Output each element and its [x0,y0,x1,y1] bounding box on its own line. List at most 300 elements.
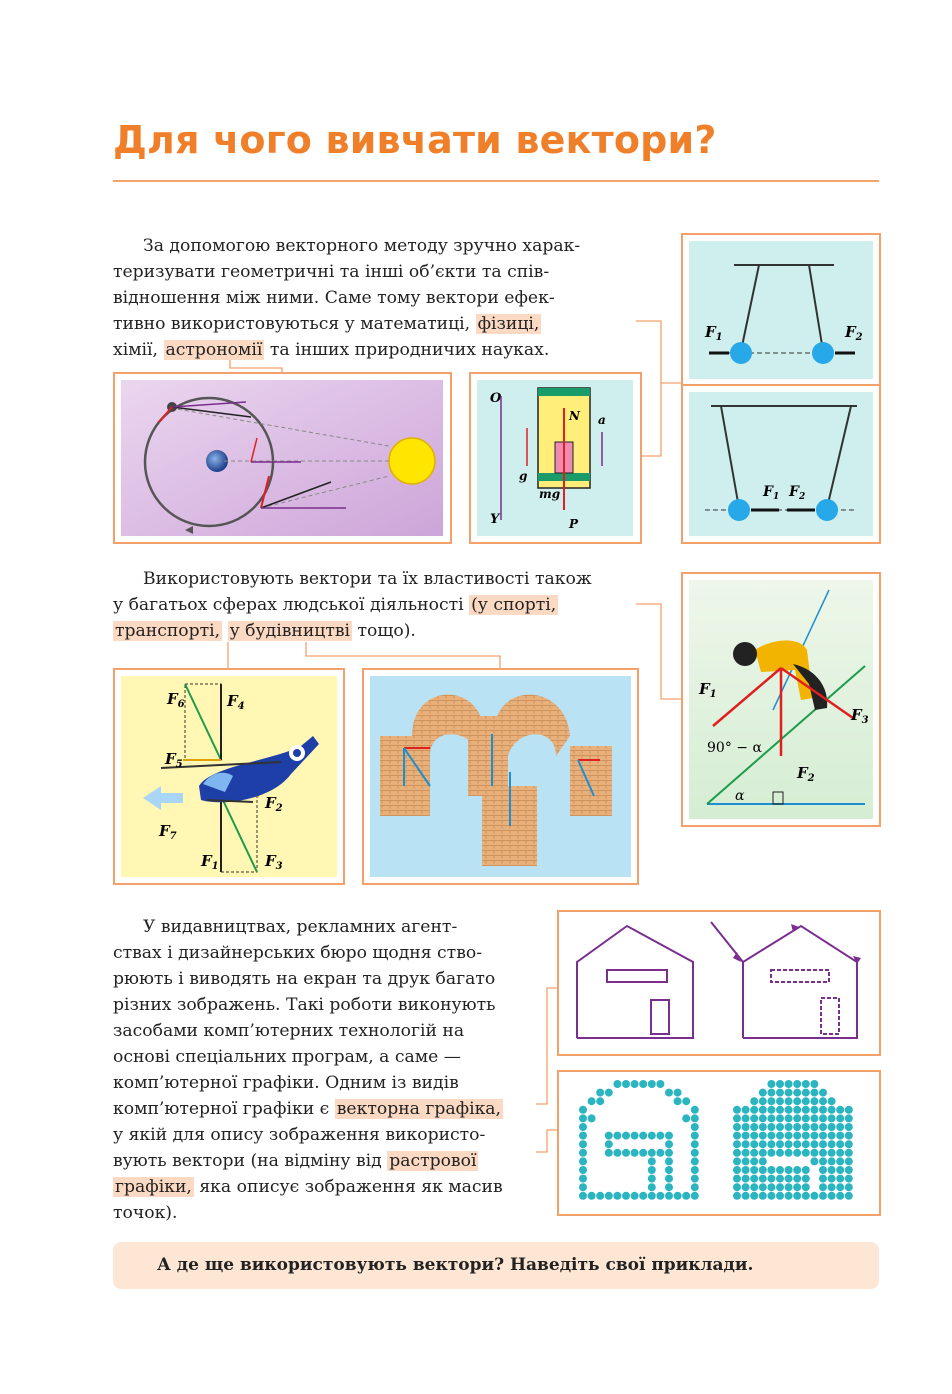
text-line: ствах і дизайнерських бюро щодня ство- [113,943,483,963]
raster-dot [665,1140,673,1148]
raster-dot [828,1166,836,1174]
text-line [113,1148,531,1174]
raster-dot [793,1114,801,1122]
raster-dot [836,1192,844,1200]
raster-dot [759,1192,767,1200]
raster-dot [588,1114,596,1122]
raster-dot [810,1192,818,1200]
raster-dot [836,1114,844,1122]
raster-dot [733,1175,741,1183]
text-line: теризувати геометричні та інші об’єкти та спів- [113,262,550,282]
raster-dot [836,1166,844,1174]
label-angle: 90° − α [707,740,762,756]
raster-dot [665,1183,673,1191]
raster-dot [810,1089,818,1097]
raster-dot [733,1123,741,1131]
label-f6: $F_6$ [167,690,185,710]
raster-dot [691,1183,699,1191]
raster-dot [810,1097,818,1105]
raster-dot [819,1175,827,1183]
raster-dot [828,1132,836,1140]
raster-dot [742,1183,750,1191]
raster-dot [785,1166,793,1174]
graphics-paragraph [113,914,531,1226]
raster-dot [742,1106,750,1114]
raster-dot [579,1140,587,1148]
raster-dot [785,1080,793,1088]
raster-dot [750,1175,758,1183]
raster-dot [622,1149,630,1157]
raster-dot [691,1123,699,1131]
text-fragment: тощо). [357,621,416,641]
highlight-transport: транспорті, [115,621,221,641]
raster-dot [785,1149,793,1157]
raster-dot [665,1175,673,1183]
raster-dot [691,1140,699,1148]
raster-dot [845,1183,853,1191]
skier-forces-figure [681,572,881,827]
pendulum-repel-figure [681,233,881,387]
label-f1: $F_1$ [201,852,219,872]
raster-dot [767,1089,775,1097]
label-f2: $F_2$ [845,323,863,343]
raster-dot [750,1123,758,1131]
raster-dot [836,1149,844,1157]
raster-dot [665,1192,673,1200]
raster-dot [785,1183,793,1191]
raster-dot [793,1106,801,1114]
raster-dot [733,1166,741,1174]
raster-dot [776,1080,784,1088]
raster-dot [802,1106,810,1114]
label-f3: $F_3$ [851,706,869,726]
raster-dot [785,1132,793,1140]
text-line: У видавництвах, рекламних агент- [143,917,458,937]
raster-dot [691,1106,699,1114]
raster-dot [776,1166,784,1174]
raster-dot [750,1132,758,1140]
text-line: точок). [113,1203,178,1223]
raster-dot [810,1123,818,1131]
raster-dot [776,1097,784,1105]
raster-dot [819,1149,827,1157]
raster-dot [793,1192,801,1200]
raster-dot [750,1106,758,1114]
text-fragment: комп’ютерної графіки є [113,1099,330,1119]
raster-dot [802,1089,810,1097]
raster-dot [836,1140,844,1148]
raster-dot [648,1132,656,1140]
raster-dot [819,1123,827,1131]
raster-dot [665,1166,673,1174]
raster-dot [631,1132,639,1140]
raster-dot [767,1080,775,1088]
raster-dot [802,1192,810,1200]
highlight-vector-graphics: векторна графіка, [336,1099,502,1119]
raster-dot [605,1140,613,1148]
raster-dot [793,1140,801,1148]
label-f2: $F_2$ [789,484,806,502]
raster-dot [836,1106,844,1114]
raster-dot [750,1140,758,1148]
text-line: Використовують вектори та їх властивості також [143,569,592,589]
highlight-raster-graphics: графіки, [115,1177,192,1197]
raster-dot [733,1132,741,1140]
raster-dot [767,1132,775,1140]
raster-dot [759,1149,767,1157]
raster-dot [828,1140,836,1148]
label-f1: $F_1$ [705,323,723,343]
label-y: Y [490,512,500,527]
raster-dot [810,1106,818,1114]
raster-dot [759,1097,767,1105]
raster-dot [631,1080,639,1088]
raster-dot [579,1157,587,1165]
label-f3: $F_3$ [265,852,283,872]
raster-dot [767,1106,775,1114]
raster-dot [785,1123,793,1131]
raster-dot [759,1106,767,1114]
raster-dot [579,1114,587,1122]
raster-dot [802,1166,810,1174]
raster-dot [776,1106,784,1114]
raster-dot [613,1080,621,1088]
raster-dot [810,1132,818,1140]
label-p: P [569,517,579,531]
raster-dot [605,1132,613,1140]
raster-dot [828,1106,836,1114]
raster-dot [767,1114,775,1122]
raster-dot [742,1114,750,1122]
raster-dot [828,1157,836,1165]
label-f1: $F_1$ [699,680,717,700]
raster-dot [691,1149,699,1157]
text-line: рюють і виводять на екран та друк багато [113,969,496,989]
raster-dot [579,1183,587,1191]
raster-dot [674,1089,682,1097]
raster-dot [793,1080,801,1088]
raster-dot [845,1106,853,1114]
raster-dot [759,1157,767,1165]
raster-dot [648,1080,656,1088]
raster-dot [656,1080,664,1088]
raster-dot [639,1132,647,1140]
raster-dot [759,1132,767,1140]
text-fragment: тивно використовуються у математиці, [113,314,471,334]
raster-dot [819,1132,827,1140]
astronomy-figure [113,372,452,544]
raster-dot [750,1149,758,1157]
raster-dot [750,1183,758,1191]
raster-dot [579,1175,587,1183]
raster-dot [579,1149,587,1157]
raster-dot [810,1157,818,1165]
raster-dot [776,1089,784,1097]
raster-dot [596,1097,604,1105]
raster-dot [776,1114,784,1122]
label-mg: mg [539,487,561,501]
raster-dot [613,1192,621,1200]
raster-dot [733,1192,741,1200]
raster-dot [622,1080,630,1088]
raster-dot [793,1089,801,1097]
label-g: g [519,469,528,483]
raster-dot [819,1183,827,1191]
raster-dot [648,1166,656,1174]
raster-dot [648,1192,656,1200]
raster-dot [639,1149,647,1157]
raster-dot [691,1157,699,1165]
raster-dot [845,1123,853,1131]
raster-dot [733,1114,741,1122]
raster-dot [742,1192,750,1200]
raster-dot [733,1106,741,1114]
text-fragment: яка описує зображення як масив [199,1177,503,1197]
raster-dot [828,1123,836,1131]
highlight-physics: фізиці, [477,314,540,334]
raster-dot [588,1192,596,1200]
raster-dot [819,1097,827,1105]
raster-dot [785,1175,793,1183]
raster-dot [656,1149,664,1157]
raster-dot [793,1097,801,1105]
raster-dot [810,1080,818,1088]
raster-dot [613,1149,621,1157]
raster-dot [776,1140,784,1148]
raster-dot [648,1183,656,1191]
label-o: O [490,391,502,406]
raster-dot [836,1132,844,1140]
raster-dot [819,1140,827,1148]
raster-dot [605,1192,613,1200]
text-line: За допомогою векторного методу зручно харак- [143,236,581,256]
raster-dot [810,1149,818,1157]
raster-dot [631,1192,639,1200]
raster-dot [665,1157,673,1165]
raster-dot [802,1123,810,1131]
raster-dot [588,1097,596,1105]
raster-dot [785,1140,793,1148]
raster-dot [793,1183,801,1191]
raster-house-figure [557,1070,881,1216]
raster-dot [845,1149,853,1157]
raster-dot [579,1106,587,1114]
raster-dot [742,1140,750,1148]
text-fragment: хімії, [113,340,159,360]
raster-dot [845,1192,853,1200]
raster-dot [750,1097,758,1105]
raster-dot [622,1192,630,1200]
raster-dot [665,1089,673,1097]
label-n: N [569,409,580,423]
raster-dot [836,1183,844,1191]
raster-dot [674,1192,682,1200]
raster-dot [836,1123,844,1131]
label-f4: $F_4$ [227,692,245,712]
text-fragment: вують вектори (на відміну від [113,1151,382,1171]
raster-dot [691,1114,699,1122]
text-line [113,592,635,618]
raster-dot [691,1166,699,1174]
vector-house-figure [557,910,881,1056]
raster-dot [750,1157,758,1165]
helicopter-forces-figure [113,668,345,885]
raster-dot [631,1149,639,1157]
raster-dot [828,1183,836,1191]
raster-dot [828,1192,836,1200]
raster-dot [845,1166,853,1174]
text-line: у якій для опису зображення використо- [113,1125,486,1145]
raster-dot [579,1123,587,1131]
raster-dot [733,1149,741,1157]
raster-dot [776,1183,784,1191]
raster-dot [845,1114,853,1122]
raster-dot [785,1114,793,1122]
raster-dot [733,1140,741,1148]
task-question: А де ще використовують вектори? Наведіть свої приклади. [157,1255,754,1275]
highlight-sport: (у спорті, [471,595,557,615]
raster-dot [845,1140,853,1148]
raster-dot [605,1089,613,1097]
text-line: відношення між ними. Саме тому вектори ефек- [113,288,555,308]
raster-dot [674,1097,682,1105]
raster-dot [836,1157,844,1165]
raster-dot [665,1149,673,1157]
raster-dot [759,1140,767,1148]
raster-dot [767,1149,775,1157]
text-line [113,618,635,644]
raster-dot [819,1106,827,1114]
raster-dot [656,1132,664,1140]
pendulum-attract-figure [681,384,881,544]
raster-dot [682,1097,690,1105]
raster-dot [639,1192,647,1200]
raster-dot [785,1106,793,1114]
raster-dot [691,1192,699,1200]
raster-dot [759,1123,767,1131]
raster-dot [605,1149,613,1157]
raster-dot [776,1149,784,1157]
text-line [113,1096,531,1122]
raster-dot [759,1175,767,1183]
raster-dot [802,1097,810,1105]
raster-dot [759,1089,767,1097]
lift-forces-figure [469,372,642,544]
raster-dot [742,1175,750,1183]
raster-dot [742,1132,750,1140]
raster-dot [845,1157,853,1165]
raster-dot [776,1192,784,1200]
raster-dot [733,1157,741,1165]
raster-dot [793,1166,801,1174]
raster-dot [776,1175,784,1183]
raster-dot [819,1114,827,1122]
raster-dot [819,1089,827,1097]
raster-dot [845,1175,853,1183]
raster-dot [828,1149,836,1157]
raster-dot [682,1114,690,1122]
raster-dot [639,1080,647,1088]
raster-dot [579,1192,587,1200]
raster-dot [759,1114,767,1122]
raster-dot [579,1132,587,1140]
raster-dot [656,1192,664,1200]
raster-dot [596,1192,604,1200]
raster-dot [596,1089,604,1097]
raster-dot [819,1166,827,1174]
raster-dot [845,1132,853,1140]
raster-dot [742,1123,750,1131]
raster-dot [665,1132,673,1140]
raster-dot [691,1132,699,1140]
raster-dot [810,1140,818,1148]
raster-dot [613,1132,621,1140]
raster-dot [759,1166,767,1174]
raster-dot [776,1132,784,1140]
raster-dot [750,1114,758,1122]
raster-dot [785,1089,793,1097]
text-line: різних зображень. Такі роботи виконують [113,995,496,1015]
raster-dot [802,1132,810,1140]
text-line: засобами комп’ютерних технологій на [113,1021,465,1041]
highlight-raster: растрової [389,1151,477,1171]
raster-dot [579,1166,587,1174]
raster-dots [565,1078,873,1208]
text-line: комп’ютерної графіки. Одним із видів [113,1073,459,1093]
raster-dot [810,1114,818,1122]
label-f2: $F_2$ [265,794,283,814]
raster-dot [767,1183,775,1191]
raster-dot [819,1157,827,1165]
raster-dot [819,1192,827,1200]
raster-dot [622,1132,630,1140]
raster-dot [785,1097,793,1105]
brick-arches-figure [362,668,639,885]
text-fragment: та інших природничих науках. [269,340,550,360]
raster-dot [691,1175,699,1183]
raster-dot [785,1192,793,1200]
raster-dot [828,1114,836,1122]
raster-dot [648,1149,656,1157]
raster-dot [767,1140,775,1148]
raster-dot [750,1166,758,1174]
raster-dot [828,1097,836,1105]
raster-dot [802,1114,810,1122]
text-line [113,1174,531,1200]
raster-dot [682,1192,690,1200]
raster-dot [793,1149,801,1157]
raster-dot [742,1157,750,1165]
highlight-building: у будівництві [229,621,351,641]
raster-dot [759,1183,767,1191]
raster-dot [802,1080,810,1088]
label-a: a [598,413,606,427]
raster-dot [793,1123,801,1131]
text-line: основі спеціальних програм, а саме — [113,1047,461,1067]
raster-dot [733,1183,741,1191]
highlight-astronomy: астрономії [165,340,263,360]
raster-dot [802,1149,810,1157]
raster-dot [836,1175,844,1183]
raster-dot [767,1097,775,1105]
raster-dot [767,1166,775,1174]
raster-dot [793,1175,801,1183]
label-f7: $F_7$ [159,822,177,842]
raster-dot [776,1123,784,1131]
label-alpha: α [735,788,745,804]
raster-dot [802,1183,810,1191]
raster-dot [648,1175,656,1183]
